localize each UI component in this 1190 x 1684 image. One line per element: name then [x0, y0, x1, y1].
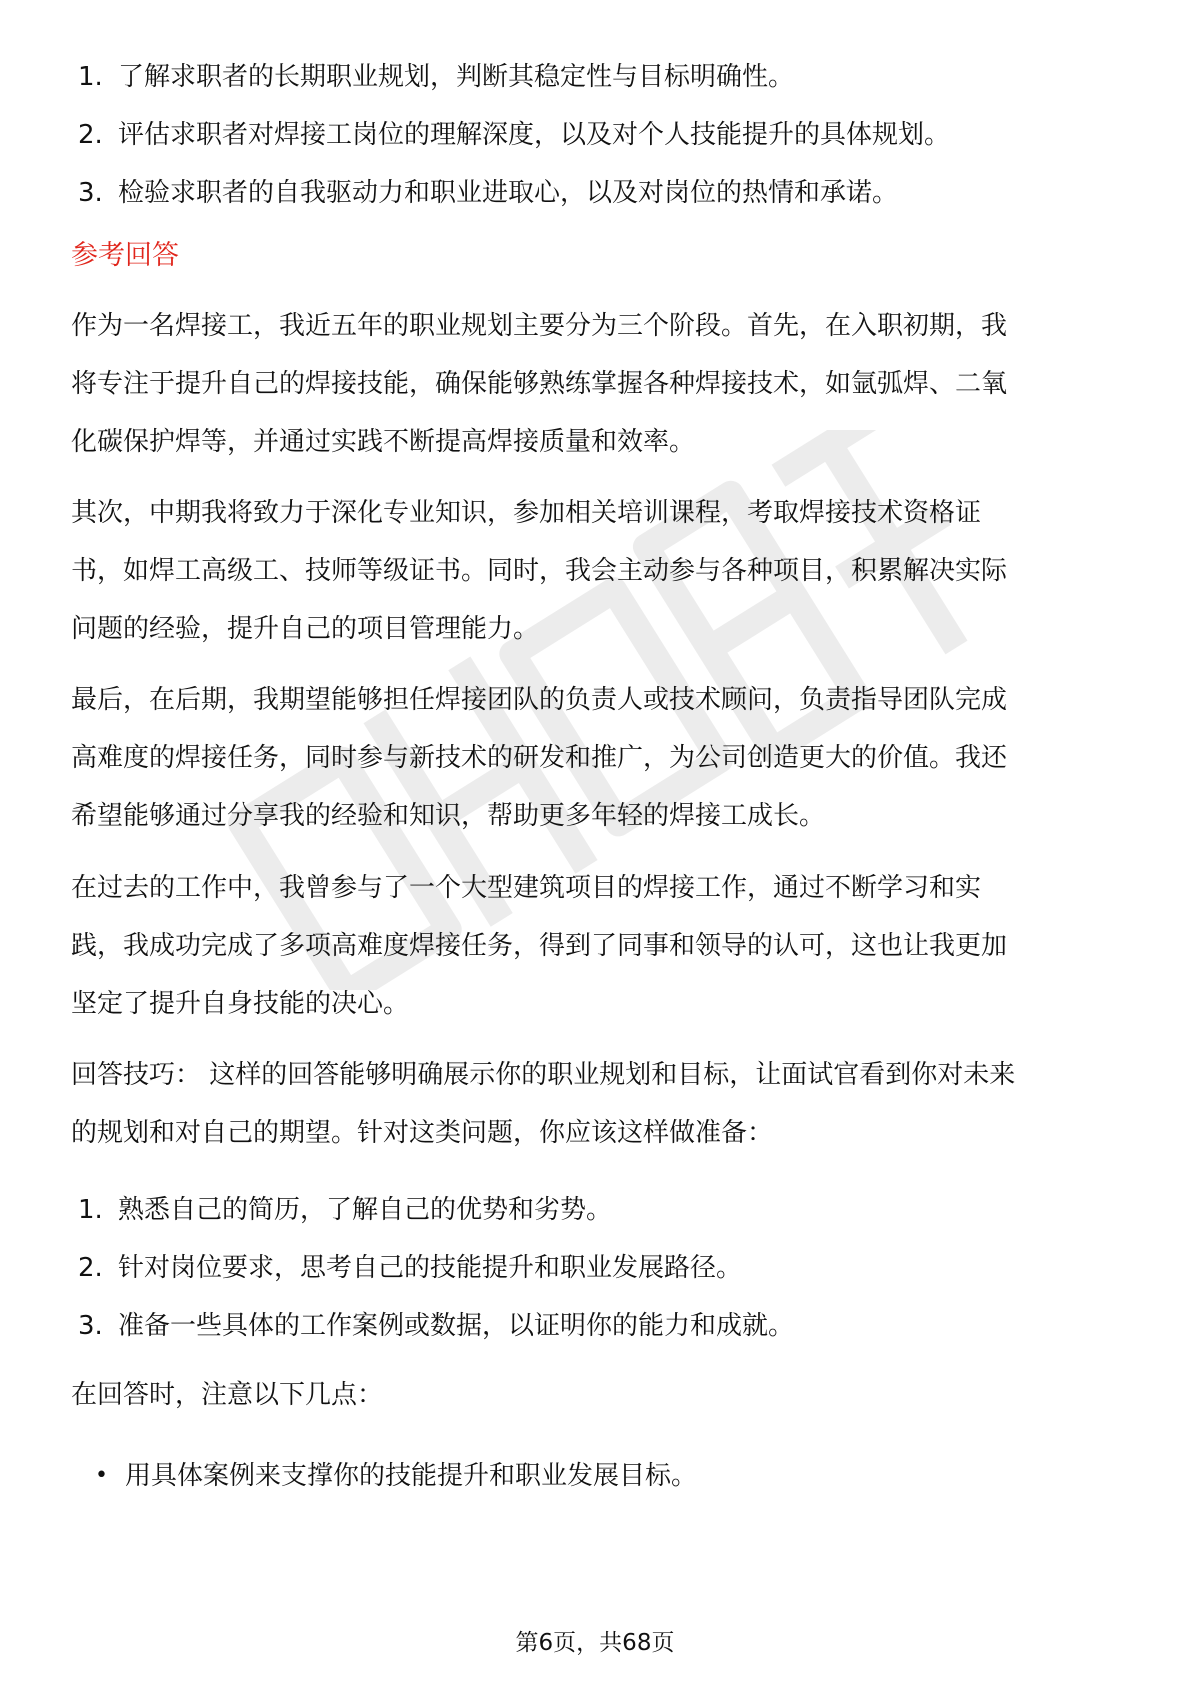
- paragraph-line: 作为一名焊接工，我近五年的职业规划主要分为三个阶段。首先，在入职初期，我: [71, 311, 1008, 341]
- list-item-text: 了解求职者的长期职业规划，判断其稳定性与目标明确性。: [118, 62, 795, 92]
- list-item-number: 3.: [78, 178, 103, 208]
- paragraph-line: 书，如焊工高级工、技师等级证书。同时，我会主动参与各种项目，积累解决实际: [71, 556, 1008, 586]
- paragraph: [71, 671, 1121, 845]
- list-item: [78, 106, 950, 164]
- paragraph-line: 最后，在后期，我期望能够担任焊接团队的负责人或技术顾问，负责指导团队完成: [71, 685, 1008, 715]
- answer-tips-paragraph: [71, 1046, 1121, 1162]
- list-item-number: 1.: [78, 62, 103, 92]
- list-item: [78, 1181, 794, 1239]
- list-item-text: 熟悉自己的简历，了解自己的优势和劣势。: [118, 1195, 613, 1225]
- goals-list: [78, 48, 950, 222]
- list-item-text: 检验求职者的自我驱动力和职业进取心，以及对岗位的热情和承诺。: [118, 178, 899, 208]
- list-item-number: 2.: [78, 120, 103, 150]
- list-item-text: 准备一些具体的工作案例或数据，以证明你的能力和成就。: [118, 1311, 795, 1341]
- notes-intro: [71, 1366, 1121, 1424]
- paragraph-line: 的规划和对自己的期望。针对这类问题，你应该这样做准备：: [71, 1118, 774, 1148]
- paragraph: [71, 484, 1121, 658]
- list-item: [78, 48, 950, 106]
- list-item-text: 用具体案例来支撑你的技能提升和职业发展目标。: [125, 1461, 698, 1491]
- paragraph-line: 坚定了提升自身技能的决心。: [71, 989, 410, 1019]
- paragraph-line: 其次，中期我将致力于深化专业知识，参加相关培训课程，考取焊接技术资格证: [71, 498, 982, 528]
- paragraph-line: 将专注于提升自己的焊接技能，确保能够熟练掌握各种焊接技术，如氩弧焊、二氧: [71, 369, 1008, 399]
- paragraph-line: 在回答时，注意以下几点：: [71, 1380, 384, 1410]
- notes-list: [95, 1447, 697, 1505]
- list-item: [78, 1239, 794, 1297]
- paragraph-line: 希望能够通过分享我的经验和知识，帮助更多年轻的焊接工成长。: [71, 801, 826, 831]
- list-item-number: 3.: [78, 1311, 103, 1341]
- paragraph: [71, 859, 1121, 1033]
- paragraph-line: 在过去的工作中，我曾参与了一个大型建筑项目的焊接工作，通过不断学习和实: [71, 873, 982, 903]
- paragraph: [71, 297, 1121, 471]
- list-item-number: 1.: [78, 1195, 103, 1225]
- list-item: [78, 1297, 794, 1355]
- paragraph-line: 问题的经验，提升自己的项目管理能力。: [71, 614, 540, 644]
- paragraph-line: 高难度的焊接任务，同时参与新技术的研发和推广，为公司创造更大的价值。我还: [71, 743, 1008, 773]
- list-item-text: 针对岗位要求，思考自己的技能提升和职业发展路径。: [118, 1253, 743, 1283]
- prep-list: [78, 1181, 794, 1355]
- list-item: [95, 1447, 697, 1505]
- paragraph-line: 化碳保护焊等，并通过实践不断提高焊接质量和效率。: [71, 427, 696, 457]
- section-title: 参考回答: [71, 240, 179, 271]
- list-item: [78, 164, 950, 222]
- page-number: 第6页，共68页: [515, 1630, 675, 1656]
- list-item-number: 2.: [78, 1253, 103, 1283]
- bullet-icon: •: [95, 1463, 108, 1488]
- list-item-text: 评估求职者对焊接工岗位的理解深度，以及对个人技能提升的具体规划。: [118, 120, 951, 150]
- paragraph-line: 回答技巧： 这样的回答能够明确展示你的职业规划和目标，让面试官看到你对未来: [71, 1060, 1016, 1090]
- paragraph-line: 践，我成功完成了多项高难度焊接任务，得到了同事和领导的认可，这也让我更加: [71, 931, 1008, 961]
